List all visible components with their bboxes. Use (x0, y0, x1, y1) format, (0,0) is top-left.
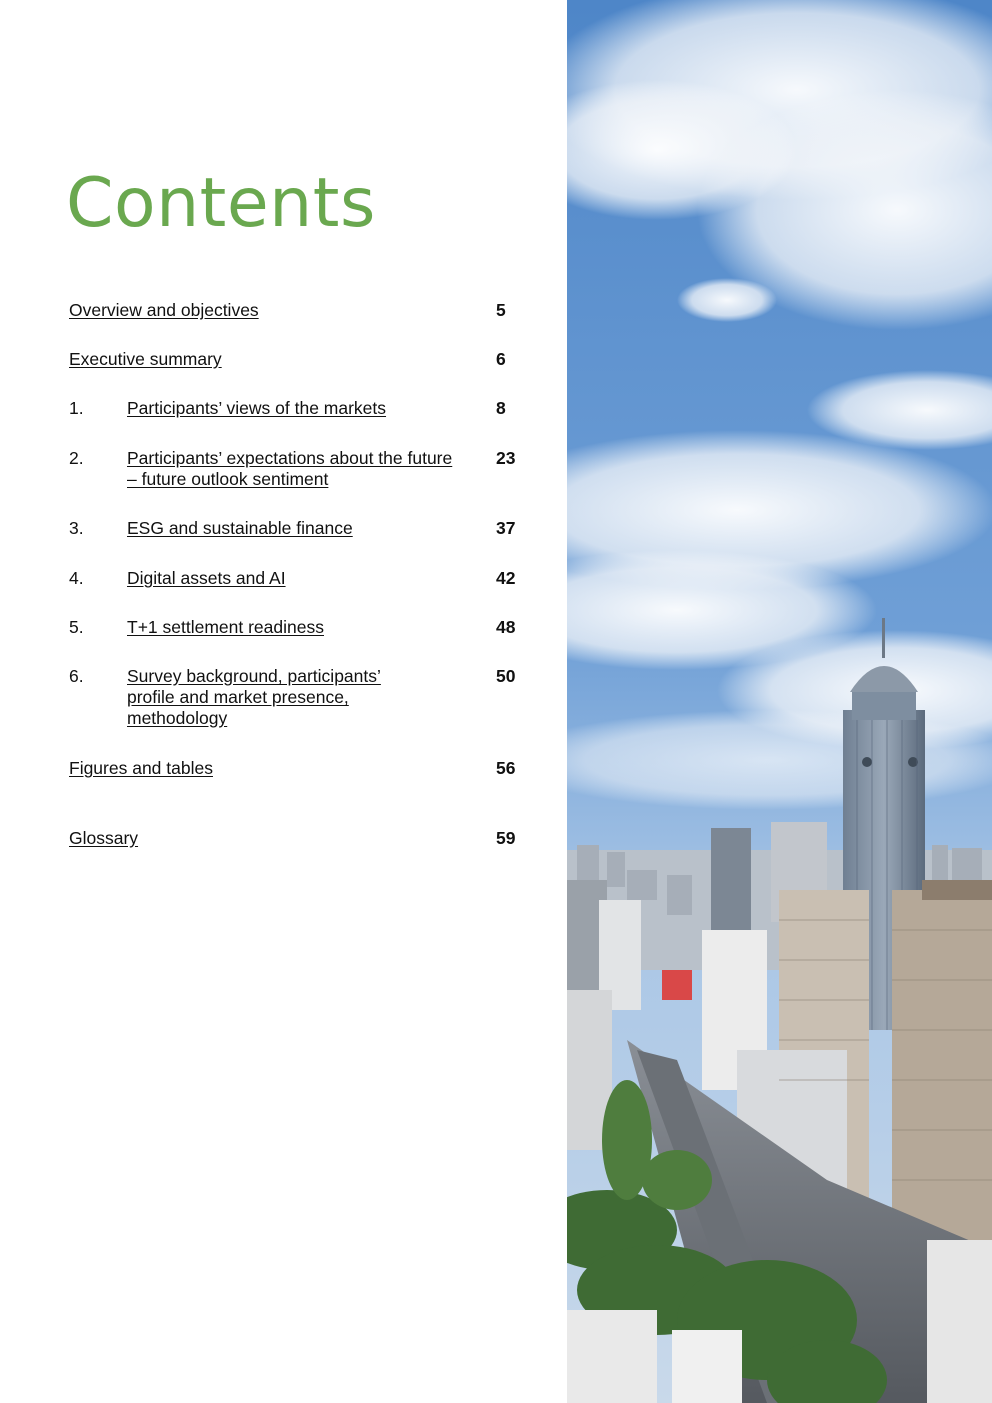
toc-page-number: 6 (496, 349, 506, 369)
toc-link-survey-background[interactable]: Survey background, participants’ profile and market presence, methodology (127, 666, 381, 728)
toc-section-number: 1. (69, 398, 84, 418)
toc-link-digital-assets[interactable]: Digital assets and AI (127, 568, 286, 588)
toc-link-overview[interactable]: Overview and objectives (69, 300, 259, 320)
cover-city-photo (567, 0, 992, 1403)
toc-link-esg[interactable]: ESG and sustainable finance (127, 518, 353, 538)
toc-page-number: 50 (496, 666, 516, 686)
toc-link-settlement[interactable]: T+1 settlement readiness (127, 617, 324, 637)
toc-link-glossary[interactable]: Glossary (69, 828, 139, 848)
toc-link-executive-summary[interactable]: Executive summary (69, 349, 222, 369)
toc-page-number: 23 (496, 448, 516, 468)
toc-link-future-outlook[interactable]: Participants’ expectations about the future – future outlook sentiment (127, 448, 453, 489)
toc-link-markets-views[interactable]: Participants’ views of the markets (127, 398, 387, 418)
toc-page-number: 42 (496, 568, 516, 588)
toc-section-number: 6. (69, 666, 84, 686)
toc-page-number: 48 (496, 617, 516, 637)
page-title: Contents (66, 164, 376, 243)
toc-section-number: 2. (69, 448, 84, 468)
toc-link-figures[interactable]: Figures and tables (69, 758, 213, 778)
toc-section-number: 4. (69, 568, 84, 588)
city-skyline-illustration (567, 0, 992, 1403)
toc-page-number: 8 (496, 398, 506, 418)
toc-section-number: 5. (69, 617, 84, 637)
toc-section-number: 3. (69, 518, 84, 538)
toc-page-number: 59 (496, 828, 516, 848)
toc-page-number: 37 (496, 518, 516, 538)
toc-page-number: 5 (496, 300, 506, 320)
toc-page-number: 56 (496, 758, 516, 778)
